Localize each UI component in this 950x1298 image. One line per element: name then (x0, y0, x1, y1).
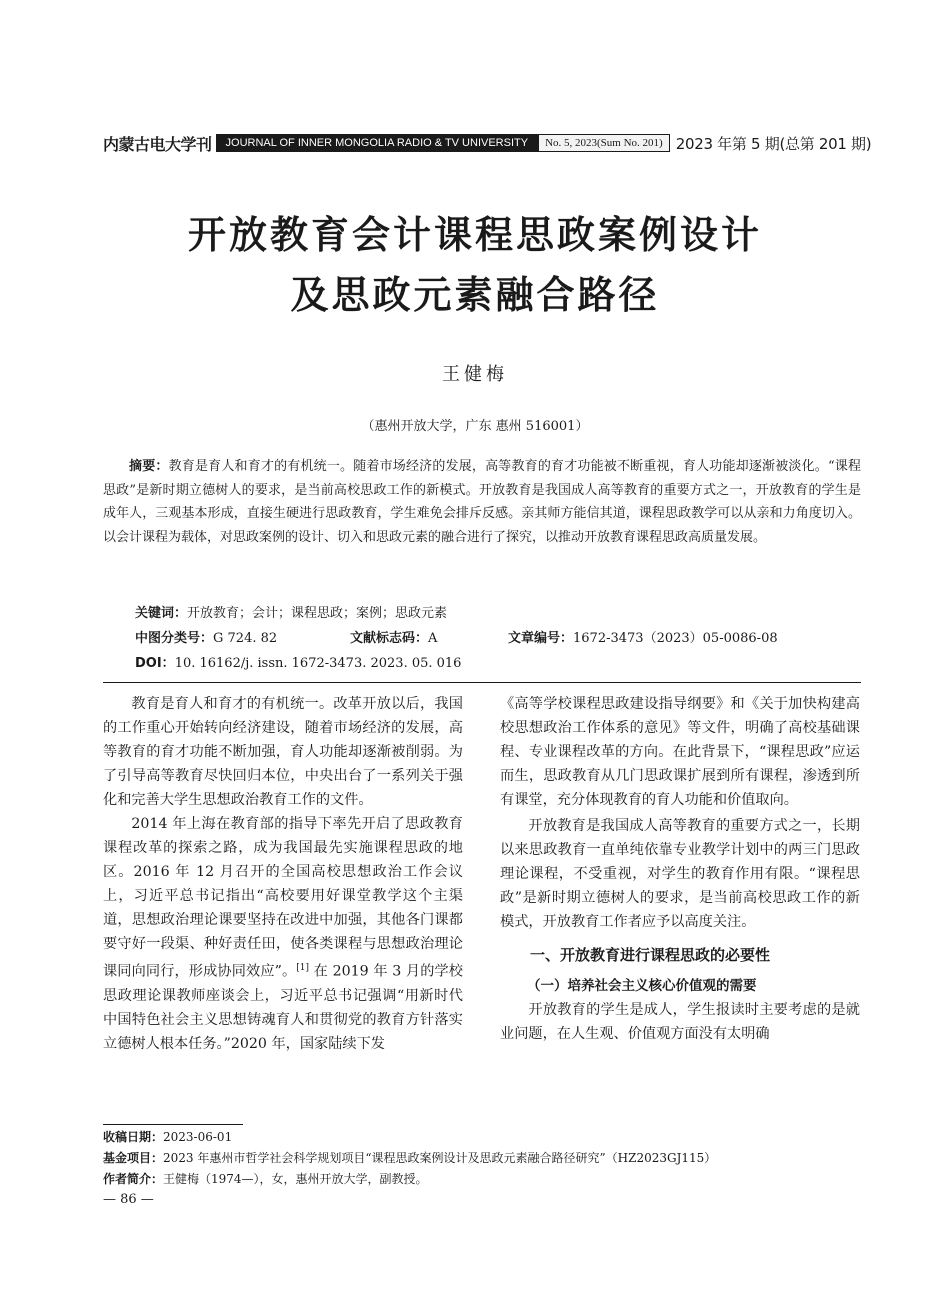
fund-value: 2023 年惠州市哲学社会科学规划项目“课程思政案例设计及思政元素融合路径研究”（HZ2023GJ115） (163, 1151, 717, 1165)
abstract-divider (103, 682, 861, 683)
article-title-line-2: 及思政元素融合路径 (290, 273, 660, 317)
keywords-label: 关键词： (135, 606, 188, 621)
received-value: 2023-06-01 (163, 1130, 233, 1144)
author-affiliation: （惠州开放大学，广东 惠州 516001） (361, 419, 589, 434)
body-right-column (500, 692, 860, 1046)
fund-info (103, 1148, 861, 1168)
doi (135, 654, 861, 674)
issue-number-cn: 2023 年第 5 期(总第 201 期) (675, 134, 872, 153)
classification-line (135, 629, 861, 649)
body-paragraph: 开放教育的学生是成人，学生报读时主要考虑的是就业问题，在人生观、价值观方面没有太明确 (500, 1002, 860, 1042)
body-paragraph: 《高等学校课程思政建设指导纲要》和《关于加快构建高校思想政治工作体系的意见》等文件，明确了高校基础课程、专业课程改革的方向。在此背景下，“课程思政”应运而生，思政教育从几门思政课扩展到所有课程，渗透到所有课堂，充分体现教育的育人功能和价值取向。 (500, 696, 860, 808)
abstract-label: 摘要： (129, 459, 169, 474)
page-number: — 86 — (103, 1192, 154, 1207)
paragraph-text: 2014 年上海在教育部的指导下率先开启了思政教育课程改革的探索之路，成为我国最先实施课程思政的地区。2016 年 12 月召开的全国高校思想政治工作会议上，习近平总书记指出“高校要用好课堂教学这个主渠道，思想政治理论课要坚持在改进中加强，其他各门课都要守好一段渠、种好责任田，使各类课程与思想政治理论课同向同行，形成协同效应”。 (103, 816, 463, 980)
body-paragraph: 教育是育人和育才的有机统一。改革开放以后，我国的工作重心开始转向经济建设，随着市场经济的发展，高等教育的育才功能不断加强，育人功能却逐渐被削弱。为了引导高等教育尽快回归本位，中央出台了一系列关于强化和完善大学生思想政治教育工作的文件。 (103, 696, 463, 808)
article-number-label: 文章编号： (508, 631, 574, 646)
paragraph-text: 在 2019 年 3 月的学校思政理论课教师座谈会上，习近平总书记强调“用新时代中国特色社会主义思想铸魂育人和贯彻党的教育方针落实立德树人根本任务。”2020 年，国家陆续下发 (103, 963, 463, 1052)
doi-label: DOI： (135, 656, 175, 671)
clc-label: 中图分类号： (135, 631, 214, 646)
article-number: 1672-3473（2023）05-0086-08 (573, 631, 778, 646)
received-label: 收稿日期： (103, 1130, 164, 1144)
author-bio-label: 作者简介： (103, 1172, 164, 1186)
fund-label: 基金项目： (103, 1151, 164, 1165)
doi-link[interactable]: 10. 16162/j. issn. 1672-3473. 2023. 05. 016 (174, 656, 462, 671)
keywords-text: 开放教育；会计；课程思政；案例；思政元素 (187, 606, 448, 621)
abstract-text: 教育是育人和育才的有机统一。随着市场经济的发展，高等教育的育才功能被不断重视，育人功能却逐渐被淡化。“课程思政”是新时期立德树人的要求，是当前高校思政工作的新模式。开放教育是我国成人高等教育的重要方式之一，开放教育的学生是成年人，三观基本形成，直接生硬进行思政教育，学生难免会排斥反感。亲其师方能信其道，课程思政教学可以从亲和力角度切入。以会计课程为载体，对思政案例的设计、切入和思政元素的融合进行了探究，以推动开放教育课程思政高质量发展。 (103, 459, 861, 545)
body-paragraph: 开放教育是我国成人高等教育的重要方式之一，长期以来思政教育一直单纯依靠专业教学计划中的两三门思政理论课程，不受重视，对学生的教育作用有限。“课程思政”是新时期立德树人的要求，是当前高校思政工作的新模式，开放教育工作者应予以高度关注。 (500, 818, 860, 930)
author-bio (103, 1169, 861, 1189)
author-name: 王健梅 (442, 364, 508, 385)
abstract (103, 455, 861, 549)
doc-code: A (428, 631, 438, 646)
article-title-line-1: 开放教育会计课程思政案例设计 (187, 213, 762, 257)
citation-ref[interactable]: [1] (296, 963, 310, 973)
received-date (103, 1127, 861, 1147)
footnote-divider (103, 1124, 243, 1125)
body-paragraph (103, 812, 463, 1056)
section-heading: 一、开放教育进行课程思政的必要性 (530, 946, 771, 964)
journal-name-cn: 内蒙古电大学刊 (103, 134, 212, 154)
clc-code: G 724. 82 (213, 631, 278, 646)
journal-header (103, 130, 872, 156)
doc-code-label: 文献标志码： (350, 631, 429, 646)
subsection-heading: （一）培养社会主义核心价值观的需要 (527, 978, 757, 994)
author-bio-value: 王健梅（1974—），女，惠州开放大学，副教授。 (163, 1172, 428, 1186)
journal-name-en: JOURNAL OF INNER MONGOLIA RADIO & TV UNIVERSITY (216, 134, 539, 152)
body-left-column (103, 692, 463, 1056)
keywords (135, 604, 861, 624)
issue-number-en: No. 5, 2023(Sum No. 201) (538, 134, 670, 152)
